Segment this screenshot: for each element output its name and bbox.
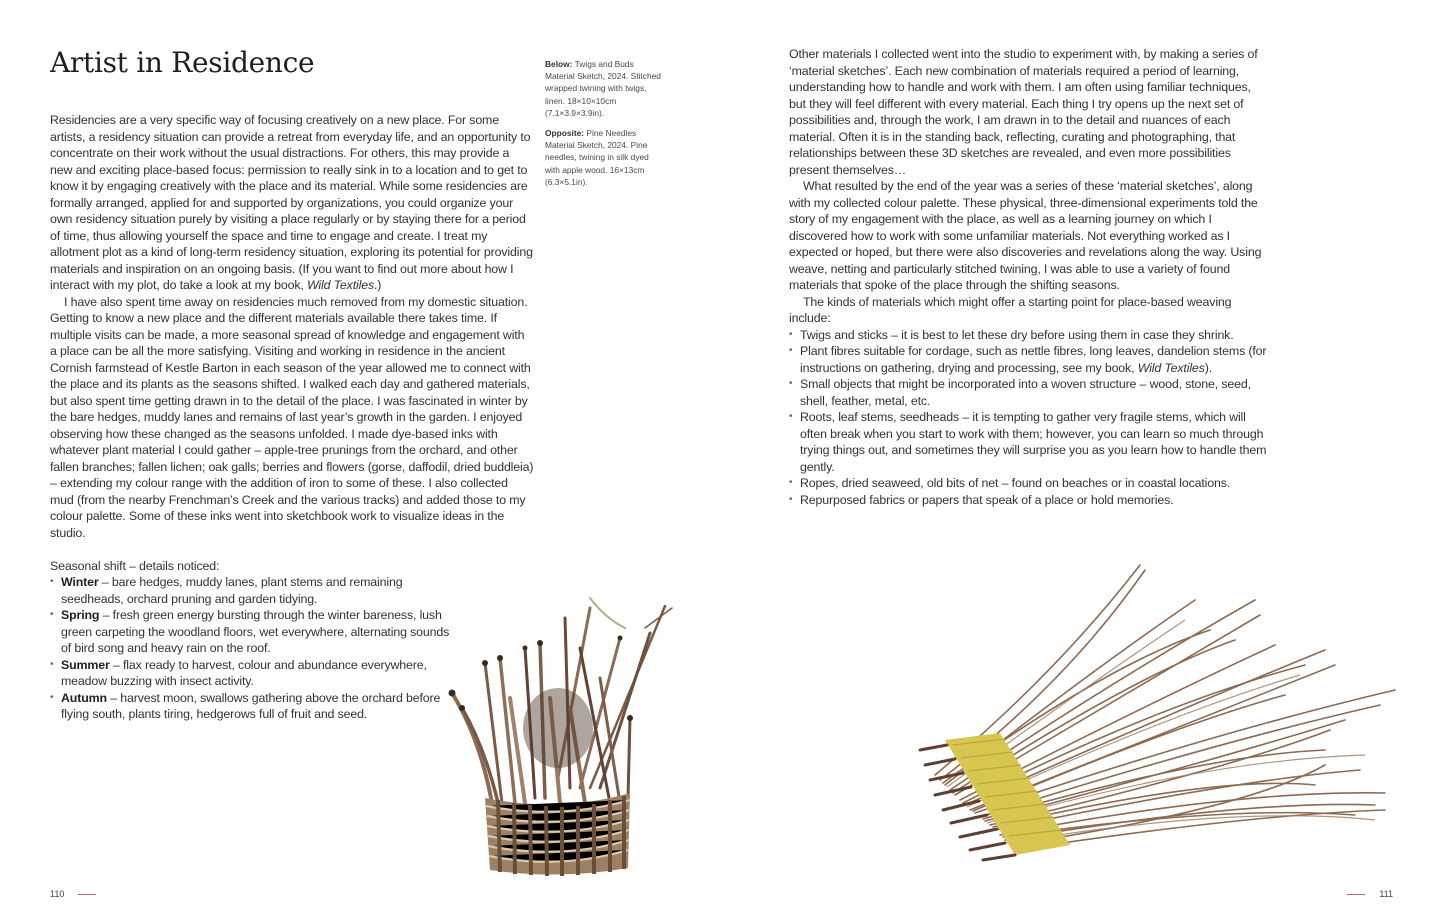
- list-item: • Repurposed fabrics or papers that speak of a place or hold memories.: [789, 492, 1267, 509]
- paragraph: Other materials I collected went into the studio to experiment with, by making a series of ‘material sketches’. Each new combination of materials required a period of learning, understanding how to handle and work with them. I am often using familiar techniques, but they will feel different with every material. Each thing I try opens up the next set of possibilities and, through the work, I am drawn in to the detail and nuances of each material. Often it is in the standing back, reflecting, curating and photographing, that relationships between these 3D sketches are revealed, and even more possibilities present themselves…: [789, 47, 1258, 177]
- caption-lead: Opposite:: [545, 128, 585, 139]
- pine-needles-photo: [905, 555, 1400, 870]
- caption-text: Twigs and Buds Material Sketch, 2024. Stitched wrapped twining with twigs, linen. 18×10×10cm (7.1×3.9×3.9in).: [545, 59, 661, 118]
- season-list: [50, 574, 450, 723]
- list-item-text: Plant fibres suitable for cordage, such as nettle fibres, long leaves, dandelion stems (for instructions on gathering, drying and processing, see my book,: [800, 344, 1267, 375]
- caption-text: Pine Needles Material Sketch, 2024. Pine needles, twining in silk dyed with apple wood. 16×13cm (6.3×5.1in).: [545, 128, 649, 187]
- list-item-summer: [50, 657, 450, 690]
- paragraph-text: .): [374, 278, 382, 292]
- paragraph-text: Residencies are a very specific way of focusing creatively on a new place. For some artists, a residency situation can provide a retreat from everyday life, and an opportunity to concentrate on their work without the usual distractions. For others, this may provide a new and exciting place-based focus: permission to really sink in to a location and to get to know it by engaging creatively with the place and its material. While some residencies are formally arranged, applied for and supported by organizations, you could organize your own residency situation purely by visiting a place regularly or by staying there for a period of time, thus allowing yourself the space and time to engage and create. I treat my allotment plot as a kind of long-term residency situation, exploring its potential for providing materials and inspiration on an ongoing basis. (If you want to find out more about how I interact with my plot, do take a look at my book,: [50, 113, 533, 292]
- season-text: – fresh green energy bursting through the winter bareness, lush green carpeting the woodland floors, wet everywhere, alternating sounds of bird song and heavy rain on the roof.: [61, 608, 450, 655]
- page-title: Artist in Residence: [50, 46, 315, 79]
- season-text: – harvest moon, swallows gathering above the orchard before flying south, plants tiring, hedgerows full of fruit and seed.: [61, 690, 441, 721]
- season-name: Winter: [61, 575, 99, 589]
- list-item-text: ).: [1204, 360, 1212, 375]
- left-page: [0, 0, 722, 924]
- season-text: – flax ready to harvest, colour and abundance everywhere, meadow buzzing with insect activity.: [61, 657, 427, 688]
- list-item: • Ropes, dried seaweed, old bits of net – found on beaches or in coastal locations.: [789, 475, 1267, 492]
- folio-rule: [1347, 894, 1365, 895]
- image-captions: [545, 58, 663, 196]
- caption-opposite: [545, 127, 663, 188]
- season-name: Summer: [61, 657, 110, 672]
- paragraph: [50, 112, 534, 294]
- list-item-autumn: [50, 690, 450, 723]
- caption-below: [545, 58, 663, 119]
- list-item: • Roots, leaf stems, seedheads – it is tempting to gather very fragile stems, which will often break when you start to work with them; however, you can learn so much through trying things out, and sometimes they will surprise you as you learn how to handle them gently.: [789, 409, 1267, 475]
- materials-list: [789, 327, 1267, 509]
- list-item-winter: [50, 574, 450, 607]
- caption-lead: Below:: [545, 59, 573, 69]
- list-item: [789, 343, 1267, 376]
- season-name: Autumn: [61, 690, 107, 705]
- season-name: Spring: [61, 608, 100, 622]
- page-number-left: [50, 889, 96, 899]
- paragraph: What resulted by the end of the year was a series of these ‘material sketches’, along with my collected colour palette. These physical, three-dimensional experiments told the story of my engagement with the place, as well as a learning journey on which I discovered how to work with some unfamiliar materials. Not everything worked as I expected or hoped, but there were also discoveries and revelations along the way. Using weave, netting and particularly stitched twining, I was able to use a variety of found materials that spoke of the place through the shifting seasons.: [789, 179, 1262, 292]
- paragraph: I have also spent time away on residencies much removed from my domestic situation. Getting to know a new place and the different materials available there takes time. If multiple visits can be made, a more seasonal spread of knowledge and engagement with a place can be all the more satisfying. Visiting and working in residence in the ancient Cornish farmstead of Kestle Barton in each season of the year allowed me to connect with the place and its plants as the seasons shifted. I walked each day and gathered materials, but also spent time getting drawn in to the detail of the place. I was fascinated in winter by the bare hedges, muddy lanes and remains of last year’s growth in the garden. I enjoyed observing how these changed as the seasons unfolded. I made dye-based inks with whatever plant material I could gather – apple-tree prunings from the orchard, and other fallen branches; fallen lichen; oak galls; berries and flowers (gorse, daffodil, dried buddleia) – extending my colour range with the addition of iron to some of these. I also collected mud (from the nearby Frenchman’s Creek and the various tracks) and added those to my colour palette. Some of these inks went into sketchbook work to visualize ideas in the studio.: [50, 294, 534, 540]
- paragraph: The kinds of materials which might offer a starting point for place-based weaving include:: [789, 294, 1232, 325]
- list-item: • Small objects that might be incorporated into a woven structure – wood, stone, seed, shell, feather, metal, etc.: [789, 376, 1267, 409]
- list-item-spring: [50, 607, 450, 657]
- book-title: Wild Textiles: [1137, 360, 1205, 375]
- seasonal-heading: Seasonal shift – details noticed:: [50, 558, 220, 573]
- season-text: – bare hedges, muddy lanes, plant stems and remaining seedheads, orchard pruning and garden tidying.: [61, 575, 403, 606]
- page-number-right: [1347, 889, 1393, 899]
- book-title: Wild Textiles: [306, 278, 374, 292]
- page-number: 111: [1379, 889, 1393, 899]
- list-item: • Twigs and sticks – it is best to let these dry before using them in case they shrink.: [789, 327, 1267, 344]
- folio-rule: [78, 894, 96, 895]
- right-body-text: [789, 46, 1267, 508]
- page-number: 110: [50, 889, 65, 899]
- twigs-and-buds-photo: [440, 588, 680, 878]
